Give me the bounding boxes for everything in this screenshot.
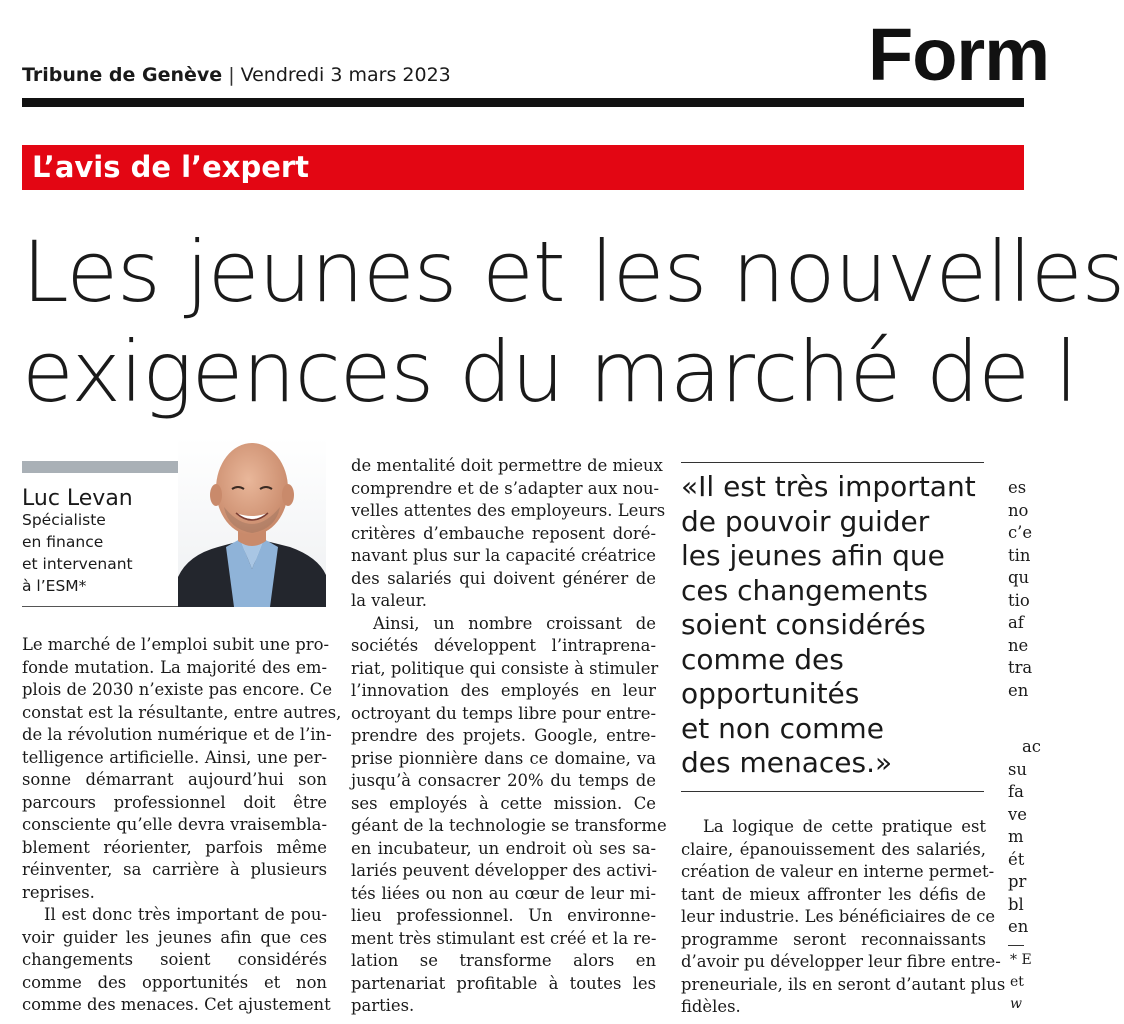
body-line-fragment: c’e bbox=[1008, 523, 1033, 542]
body-line: Il est donc très important de pou- bbox=[44, 905, 327, 924]
body-line-fragment: tin bbox=[1008, 545, 1031, 565]
footnote-rule bbox=[1008, 945, 1024, 946]
headline-line-1: Les jeunes et les nouvelles bbox=[22, 223, 1124, 321]
body-line: velles attentes des employeurs. Leurs bbox=[351, 501, 666, 520]
body-line: l’innovation des employés en leur bbox=[351, 681, 656, 700]
article-column-4-cropped bbox=[1008, 477, 1048, 939]
body-line: partenariat profitable à toutes les bbox=[351, 973, 656, 993]
body-line: Ainsi, un nombre croissant de bbox=[373, 613, 656, 633]
pull-quote-line: de pouvoir guider bbox=[681, 504, 930, 538]
body-line: tés liées ou non au cœur de leur mi- bbox=[351, 883, 656, 903]
pull-quote-rule-top bbox=[681, 462, 984, 463]
body-line: fidèles. bbox=[681, 997, 741, 1016]
body-line: réinventer, sa carrière à plusieurs bbox=[22, 860, 327, 879]
pull-quote-line: des menaces.» bbox=[681, 746, 893, 779]
section-brand: Form bbox=[868, 13, 1049, 96]
body-line: parties. bbox=[351, 996, 415, 1015]
body-line-fragment: pr bbox=[1008, 872, 1027, 891]
body-line: ment très stimulant est créé et la re- bbox=[351, 928, 657, 948]
body-line: constat est la résultante, entre autres, bbox=[22, 702, 342, 722]
body-line-fragment: no bbox=[1008, 500, 1029, 520]
publication-date: Vendredi 3 mars 2023 bbox=[240, 64, 451, 86]
body-line-fragment: bl bbox=[1008, 894, 1024, 914]
body-line: lation se transforme alors en bbox=[351, 951, 656, 970]
pull-quote-line: «Il est très important bbox=[681, 470, 976, 503]
body-line: critères d’embauche reposent doré- bbox=[351, 523, 656, 543]
body-line: d’avoir pu développer leur fibre entre- bbox=[681, 952, 1001, 971]
body-line-fragment: es bbox=[1008, 478, 1027, 497]
body-line: La logique de cette pratique est bbox=[703, 817, 986, 836]
article-column-1 bbox=[22, 634, 342, 1017]
category-label: L’avis de l’expert bbox=[32, 150, 310, 184]
author-name: Luc Levan bbox=[22, 486, 133, 511]
pull-quote-line: et non comme bbox=[681, 711, 884, 745]
body-line: prise pionnière dans ce domaine, va bbox=[351, 748, 656, 768]
masthead bbox=[22, 64, 451, 86]
pull-quote-rule-bottom bbox=[681, 791, 984, 792]
footnote-line: * E bbox=[1010, 952, 1032, 968]
body-line: comprendre et de s’adapter aux nou- bbox=[351, 478, 660, 498]
body-line: parcours professionnel doit être bbox=[22, 792, 327, 812]
body-line: claire, épanouissement des salariés, bbox=[681, 839, 986, 859]
author-role-line: en finance bbox=[22, 533, 104, 551]
body-line: ses employés à cette mission. Ce bbox=[351, 793, 656, 813]
body-line: telligence artificielle. Ainsi, une per- bbox=[22, 747, 327, 767]
author-portrait-photo bbox=[178, 437, 326, 607]
body-line: jusqu’à consacrer 20% du temps de bbox=[351, 771, 656, 790]
body-line: reprises. bbox=[22, 882, 95, 902]
body-line: de la révolution numérique et de l’in- bbox=[22, 725, 332, 744]
footnote-line: w bbox=[1010, 996, 1022, 1012]
body-line: tant de mieux affronter les défis de bbox=[681, 884, 986, 904]
body-line: plois de 2030 n’existe pas encore. Ce bbox=[22, 680, 333, 699]
author-role-line: et intervenant bbox=[22, 555, 133, 573]
body-line: leur industrie. Les bénéficiaires de ce bbox=[681, 907, 996, 926]
body-line: programme seront reconnaissants bbox=[681, 929, 986, 949]
body-line: des salariés qui doivent générer de bbox=[351, 568, 656, 588]
body-line: géant de la technologie se transforme bbox=[351, 816, 667, 835]
body-line: comme des opportunités et non bbox=[22, 972, 327, 992]
body-line-fragment: fa bbox=[1008, 782, 1024, 801]
body-line-fragment: qu bbox=[1008, 568, 1030, 587]
body-line: sonne démarrant aujourd’hui son bbox=[22, 770, 327, 789]
body-line: en incubateur, un endroit où ses sa- bbox=[351, 838, 656, 858]
body-line: lariés peuvent développer des activi- bbox=[351, 861, 658, 880]
body-line: de mentalité doit permettre de mieux bbox=[351, 456, 663, 475]
body-line: voir guider les jeunes afin que ces bbox=[22, 927, 327, 947]
body-line-fragment: su bbox=[1008, 759, 1027, 779]
pull-quote-line: soient considérés bbox=[681, 608, 926, 641]
body-line: création de valeur en interne permet- bbox=[681, 862, 995, 881]
body-line: navant plus sur la capacité créatrice bbox=[351, 546, 656, 565]
body-line: changements soient considérés bbox=[22, 950, 327, 969]
headline-line-2: exigences du marché de l bbox=[22, 323, 1077, 421]
body-line: sociétés développent l’intraprena- bbox=[351, 636, 656, 655]
paragraph-gap bbox=[1008, 702, 1048, 736]
body-line-fragment: af bbox=[1008, 613, 1024, 632]
body-line-fragment: tio bbox=[1008, 590, 1030, 610]
body-line: prendre des projets. Google, entre- bbox=[351, 726, 656, 745]
body-line-fragment: ne bbox=[1008, 635, 1029, 655]
body-line-fragment: en bbox=[1008, 917, 1029, 936]
article-column-2 bbox=[351, 455, 667, 1018]
body-line-fragment: tra bbox=[1008, 658, 1033, 677]
pull-quote-line: les jeunes afin que bbox=[681, 539, 945, 572]
body-line-fragment: ac bbox=[1022, 737, 1041, 756]
body-line: fonde mutation. La majorité des em- bbox=[22, 657, 327, 677]
body-line-fragment: m bbox=[1008, 827, 1024, 846]
body-line-fragment: ét bbox=[1008, 849, 1025, 869]
pull-quote-line: opportunités bbox=[681, 677, 860, 710]
body-line: lieu professionnel. Un environne- bbox=[351, 906, 656, 925]
body-line: riat, politique qui consiste à stimuler bbox=[351, 658, 659, 678]
pull-quote-line: ces changements bbox=[681, 573, 928, 607]
masthead-separator: | bbox=[228, 64, 235, 86]
top-rule bbox=[22, 98, 1024, 107]
footnote-line: et bbox=[1010, 974, 1024, 990]
pull-quote-line: comme des bbox=[681, 642, 844, 676]
body-line-fragment: ve bbox=[1008, 804, 1027, 824]
body-line: octroyant du temps libre pour entre- bbox=[351, 703, 656, 723]
body-line: consciente qu’elle devra vraisembla- bbox=[22, 815, 327, 834]
body-line: preneuriale, ils en seront d’autant plus bbox=[681, 974, 1006, 994]
author-role-line: à l’ESM* bbox=[22, 577, 87, 595]
body-line: blement réorienter, parfois même bbox=[22, 837, 327, 857]
body-line: la valeur. bbox=[351, 591, 427, 610]
publication-name: Tribune de Genève bbox=[22, 64, 223, 86]
article-column-3 bbox=[681, 816, 1006, 1019]
body-line-fragment: en bbox=[1008, 680, 1029, 700]
body-line: comme des menaces. Cet ajustement bbox=[22, 995, 331, 1014]
body-line: Le marché de l’emploi subit une pro- bbox=[22, 635, 329, 654]
author-role-line: Spécialiste bbox=[22, 511, 106, 529]
